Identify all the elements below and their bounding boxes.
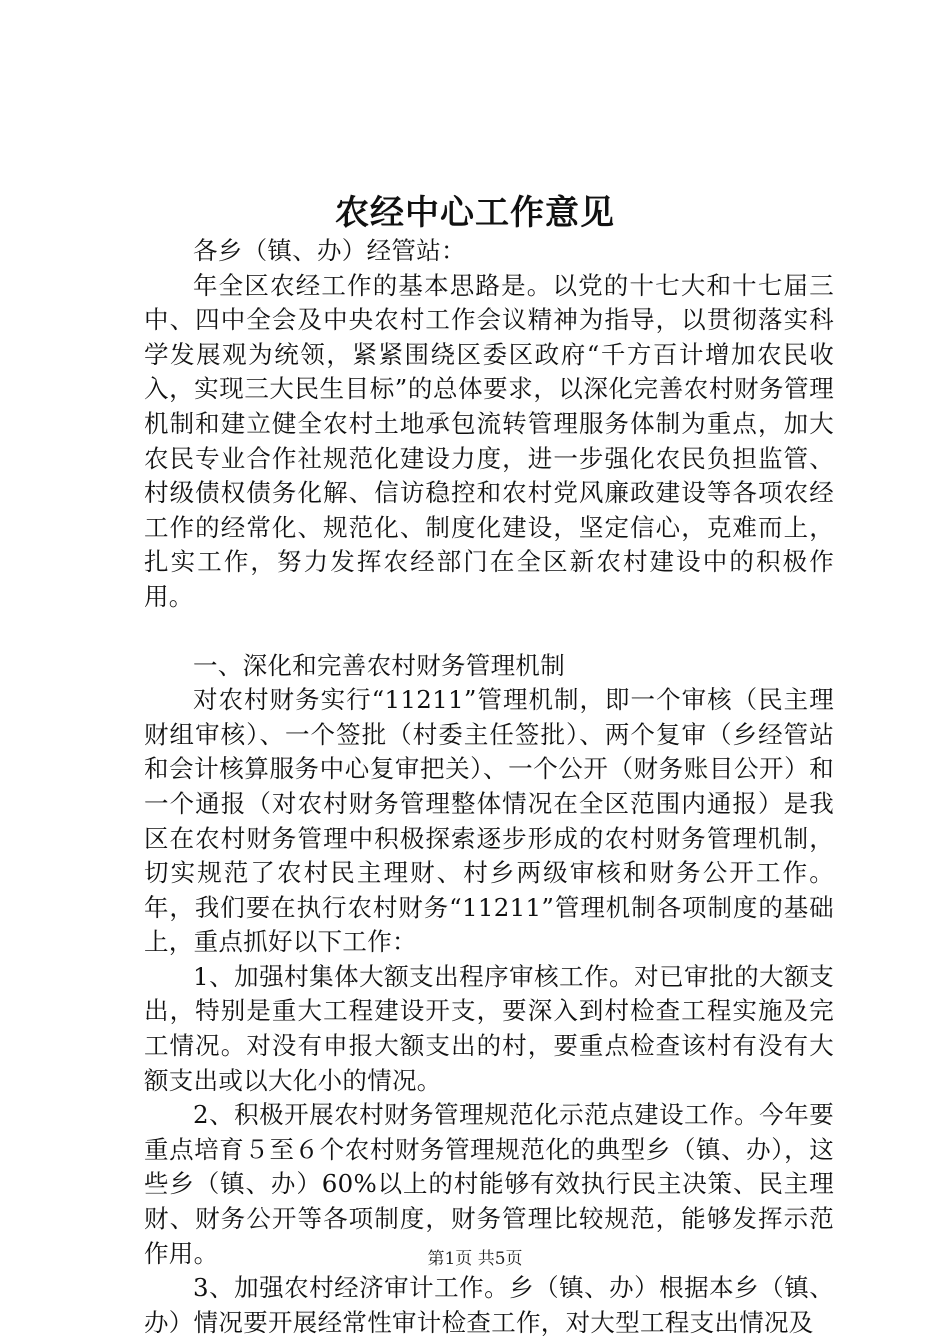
- paragraph-item-2: 2、积极开展农村财务管理规范化示范点建设工作。今年要重点培育５至６个农村财务管理规范化的典型乡（镇、办），这些乡（镇、办）60%以上的村能够有效执行民主决策、民主理财、财务公开等各项制度，财务管理比较规范，能够发挥示范作用。: [144, 1100, 834, 1268]
- section-heading-1: 一、深化和完善农村财务管理机制: [193, 650, 565, 680]
- paragraph-overview: 年全区农经工作的基本思路是。以党的十七大和十七届三中、四中全会及中央农村工作会议精神为指导，以贯彻落实科学发展观为统领，紧紧围绕区委区政府“千方百计增加农民收入，实现三大民生目标”的总体要求，以深化完善农村财务管理机制和建立健全农村土地承包流转管理服务体制为重点，加大农民专业合作社规范化建设力度，进一步强化农民负担监管、村级债权债务化解、信访稳控和农村党风廉政建设等各项农经工作的经常化、规范化、制度化建设，坚定信心，克难而上，扎实工作，努力发挥农经部门在全区新农村建设中的积极作用。: [144, 270, 834, 611]
- paragraph-financial-mechanism: 对农村财务实行“11211”管理机制，即一个审核（民主理财组审核）、一个签批（村委主任签批）、两个复审（乡经管站和会计核算服务中心复审把关）、一个公开（财务账目公开）和一个通报（对农村财务管理整体情况在全区范围内通报）是我区在农村财务管理中积极探索逐步形成的农村财务管理机制，切实规范了农村民主理财、村乡两级审核和财务公开工作。年，我们要在执行农村财务“11211”管理机制各项制度的基础上，重点抓好以下工作：: [144, 685, 834, 957]
- paragraph-item-3: 3、加强农村经济审计工作。乡（镇、办）根据本乡（镇、办）情况要开展经常性审计检查工作，对大型工程支出情况及: [144, 1273, 834, 1337]
- page-footer: 第1页 共5页: [427, 1249, 523, 1269]
- document-title: 农经中心工作意见: [335, 193, 615, 233]
- salutation: 各乡（镇、办）经管站：: [193, 236, 466, 265]
- document-body: [144, 234, 834, 1340]
- paragraph-item-1: 1、加强村集体大额支出程序审核工作。对已审批的大额支出，特别是重大工程建设开支，要深入到村检查工程实施及完工情况。对没有申报大额支出的村，要重点检查该村有没有大额支出或以大化小的情况。: [144, 961, 834, 1095]
